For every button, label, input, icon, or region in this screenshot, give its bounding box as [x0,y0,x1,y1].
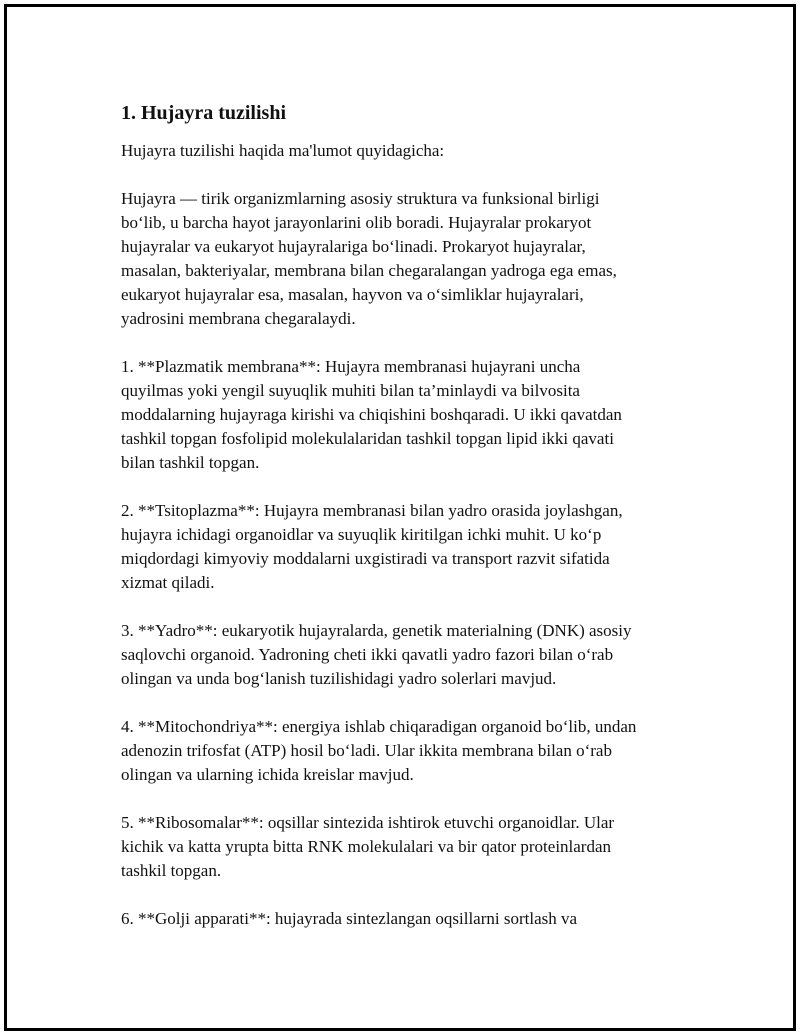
text-line: tashkil topgan. [121,861,222,880]
text-line: xizmat qiladi. [121,573,215,592]
text-line: 4. **Mitochondriya**: energiya ishlab chiqaradigan organoid bo‘lib, undan [121,717,637,736]
text-line: eukaryot hujayralar esa, masalan, hayvon va o‘simliklar hujayralari, [121,285,584,304]
text-line: bo‘lib, u barcha hayot jarayonlarini olib boradi. Hujayralar prokaryot [121,213,592,232]
list-item-plasma-membrane [121,355,701,475]
list-item-ribosomes [121,811,701,883]
text-line: 3. **Yadro**: eukaryotik hujayralarda, genetik materialning (DNK) asosiy [121,621,632,640]
text-line: bilan tashkil topgan. [121,453,260,472]
text-line: yadrosini membrana chegaralaydi. [121,309,356,328]
list-item-cytoplasm [121,499,701,595]
text-line: masalan, bakteriyalar, membrana bilan chegaralangan yadroga ega emas, [121,261,617,280]
text-line: 1. **Plazmatik membrana**: Hujayra membranasi hujayrani uncha [121,357,581,376]
text-line: tashkil topgan fosfolipid molekulalaridan tashkil topgan lipid ikki qavati [121,429,614,448]
text-line: hujayra ichidagi organoidlar va suyuqlik kiritilgan ichki muhit. U ko‘p [121,525,602,544]
text-line: olingan va ularning ichida kreislar mavjud. [121,765,414,784]
text-line: Hujayra — tirik organizmlarning asosiy struktura va funksional birligi [121,189,600,208]
text-line: miqdordagi kimyoviy moddalarni uxgistiradi va transport razvit sifatida [121,549,610,568]
page-frame [4,4,796,1031]
text-line: olingan va unda bog‘lanish tuzilishidagi yadro solerlari mavjud. [121,669,557,688]
text-line: 2. **Tsitoplazma**: Hujayra membranasi bilan yadro orasida joylashgan, [121,501,623,520]
text-line: saqlovchi organoid. Yadroning cheti ikki qavatli yadro fazori bilan o‘rab [121,645,614,664]
text-line: moddalarning hujayraga kirishi va chiqishini boshqaradi. U ikki qavatdan [121,405,622,424]
text-line: 6. **Golji apparati**: hujayrada sintezlangan oqsillarni sortlash va [121,909,578,928]
section-heading: 1. Hujayra tuzilishi [121,102,287,124]
text-line: adenozin trifosfat (ATP) hosil bo‘ladi. Ular ikkita membrana bilan o‘rab [121,741,612,760]
text-line: kichik va katta yrupta bitta RNK molekulalari va bir qator proteinlardan [121,837,612,856]
list-item-golgi [121,907,701,931]
intro-paragraph [121,139,701,163]
definition-paragraph [121,187,701,331]
list-item-nucleus [121,619,701,691]
text-line: hujayralar va eukaryot hujayralariga bo‘linadi. Prokaryot hujayralar, [121,237,586,256]
document-body [121,99,701,955]
text-line: quyilmas yoki yengil suyuqlik muhiti bilan ta’minlaydi va bilvosita [121,381,580,400]
text-line: 5. **Ribosomalar**: oqsillar sintezida ishtirok etuvchi organoidlar. Ular [121,813,615,832]
text-line: Hujayra tuzilishi haqida ma'lumot quyidagicha: [121,141,445,160]
list-item-mitochondria [121,715,701,787]
